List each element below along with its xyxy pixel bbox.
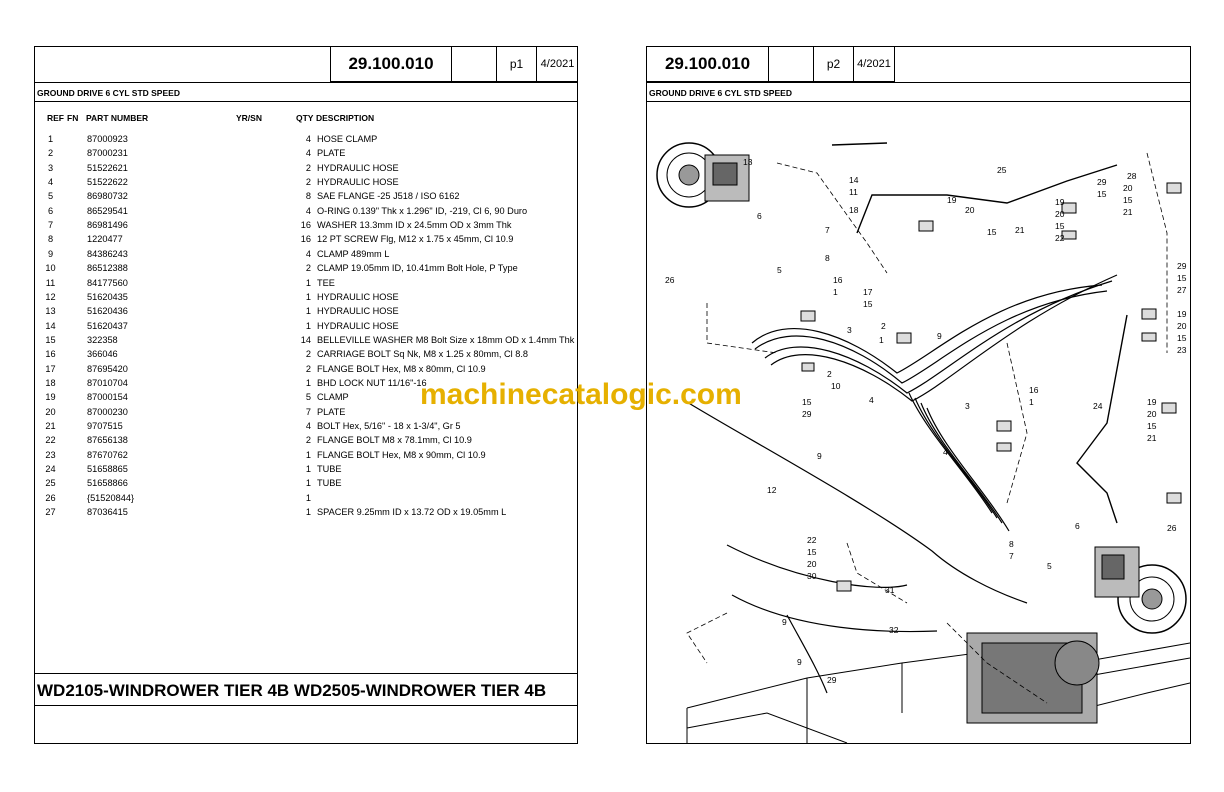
section-title: GROUND DRIVE 6 CYL STD SPEED	[35, 82, 577, 102]
col-header-description: DESCRIPTION	[316, 113, 375, 123]
callout-label: 17	[863, 287, 873, 297]
ref-cell: 24	[45, 464, 56, 475]
ref-cell: 22	[45, 435, 56, 446]
description-cell: BELLEVILLE WASHER M8 Bolt Size x 18mm OD x 1.4mm Thk	[317, 334, 575, 345]
ref-cell: 6	[47, 205, 54, 216]
revision-date: 4/2021	[853, 47, 895, 82]
callout-label: 22	[807, 535, 817, 545]
callout-label: 8	[1009, 539, 1014, 549]
callout-label: 7	[825, 225, 830, 235]
description-cell: HYDRAULIC HOSE	[317, 162, 399, 173]
clamps	[801, 183, 1181, 591]
qty-cell: 14	[300, 334, 311, 345]
callout-label: 21	[1015, 225, 1025, 235]
callout-label: 19	[947, 195, 957, 205]
qty-cell: 1	[305, 306, 311, 317]
callout-label: 20	[1123, 183, 1133, 193]
description-cell: HYDRAULIC HOSE	[317, 291, 399, 302]
revision-date: 4/2021	[536, 47, 578, 82]
description-cell: PLATE	[317, 406, 346, 417]
qty-cell: 1	[305, 464, 311, 475]
callout-label: 27	[1177, 285, 1187, 295]
callout-label: 9	[937, 331, 942, 341]
ref-cell: 1	[47, 134, 54, 144]
tubes	[832, 143, 1127, 523]
ref-cell: 2	[47, 148, 54, 159]
ref-cell: 12	[45, 291, 56, 302]
qty-cell: 16	[300, 234, 311, 245]
qty-cell: 2	[305, 349, 311, 360]
callout-label: 16	[833, 275, 843, 285]
part-number-cell: 51620436	[87, 306, 128, 317]
callout-label: 19	[1177, 309, 1187, 319]
qty-cell: 1	[305, 492, 311, 503]
description-cell: PLATE	[317, 148, 346, 159]
description-cell: SAE FLANGE -25 J518 / ISO 6162	[317, 191, 460, 202]
callout-label: 5	[1047, 561, 1052, 571]
callout-label: 18	[849, 205, 859, 215]
callout-label: 15	[1147, 421, 1157, 431]
qty-cell: 4	[305, 148, 311, 159]
part-number-cell: 366046	[87, 349, 118, 360]
callout-label: 6	[1075, 521, 1080, 531]
callout-label: 21	[1123, 207, 1133, 217]
ref-cell: 19	[45, 392, 56, 403]
ref-cell: 23	[45, 449, 56, 460]
qty-cell: 2	[305, 177, 311, 188]
qty-cell: 2	[305, 162, 311, 173]
col-header-ref: REF	[47, 113, 64, 123]
ref-cell: 25	[45, 478, 56, 489]
callout-label: 25	[997, 165, 1007, 175]
callout-label: 15	[1123, 195, 1133, 205]
ref-cell: 4	[47, 177, 54, 188]
description-cell: HYDRAULIC HOSE	[317, 177, 399, 188]
callout-label: 15	[1097, 189, 1107, 199]
ref-cell: 11	[45, 277, 56, 288]
description-cell: FLANGE BOLT Hex, M8 x 80mm, Cl 10.9	[317, 363, 486, 374]
part-number-cell: 51620437	[87, 320, 128, 331]
part-number-cell: 87695420	[87, 363, 128, 374]
ref-cell: 26	[45, 492, 56, 503]
col-header-part-number: PART NUMBER	[86, 113, 149, 123]
callout-label: 16	[1029, 385, 1039, 395]
qty-cell: 2	[305, 363, 311, 374]
qty-cell: 2	[305, 435, 311, 446]
callout-label: 31	[885, 585, 895, 595]
header-blank-cell	[451, 47, 496, 82]
page-header	[330, 47, 578, 82]
ref-cell: 18	[45, 377, 56, 388]
qty-cell: 4	[305, 421, 311, 431]
callout-label: 2	[827, 369, 832, 379]
part-number-cell: 86981496	[87, 220, 128, 231]
qty-cell: 1	[305, 507, 311, 518]
part-number-cell: 87000230	[87, 406, 128, 417]
ref-cell: 15	[45, 334, 56, 345]
callout-label: 19	[1055, 197, 1065, 207]
ref-cell: 16	[45, 349, 56, 360]
qty-cell: 4	[305, 248, 311, 259]
ref-cell: 8	[47, 234, 54, 245]
callout-label: 6	[757, 211, 762, 221]
callout-label: 20	[965, 205, 975, 215]
part-number-cell: 84386243	[87, 248, 128, 259]
qty-cell: 1	[305, 377, 311, 388]
section-title: GROUND DRIVE 6 CYL STD SPEED	[647, 82, 1190, 102]
part-number-cell: 51522622	[87, 177, 128, 188]
col-header-qty: QTY	[296, 113, 314, 123]
part-number-cell: 86980732	[87, 191, 128, 202]
callout-label: 21	[1147, 433, 1157, 443]
part-number-cell: 1220477	[87, 234, 123, 245]
col-header-yrsn: YR/SN	[236, 113, 262, 123]
page-header	[647, 47, 895, 82]
page-number: p2	[813, 47, 853, 82]
part-number-cell: 51522621	[87, 162, 128, 173]
callout-label: 32	[889, 625, 899, 635]
ref-cell: 13	[45, 306, 56, 317]
callout-label: 15	[987, 227, 997, 237]
callout-label: 20	[807, 559, 817, 569]
qty-cell: 1	[305, 478, 311, 489]
exploded-parts-diagram	[647, 103, 1190, 743]
callout-label: 3	[847, 325, 852, 335]
ref-cell: 7	[47, 220, 54, 231]
description-cell: TEE	[317, 277, 335, 288]
callout-label: 15	[1177, 333, 1187, 343]
qty-cell: 4	[305, 205, 311, 216]
part-number-cell: 87036415	[87, 507, 128, 518]
part-number-cell: 51620435	[87, 291, 128, 302]
watermark-text: machinecatalogic.com	[420, 378, 742, 411]
col-header-fn: FN	[67, 113, 79, 123]
part-number-cell: 84177560	[87, 277, 128, 288]
callout-label: 13	[743, 157, 753, 167]
part-number-cell: 51658865	[87, 464, 128, 475]
callout-label: 15	[1055, 221, 1065, 231]
callout-label: 15	[863, 299, 873, 309]
callout-label: 3	[965, 401, 970, 411]
description-cell: HOSE CLAMP	[317, 134, 378, 144]
catalog-number: 29.100.010	[647, 47, 768, 82]
description-cell: FLANGE BOLT M8 x 78.1mm, Cl 10.9	[317, 435, 472, 446]
part-number-cell: 87000923	[87, 134, 128, 144]
ref-cell: 3	[47, 162, 54, 173]
callout-label: 8	[825, 253, 830, 263]
page-number: p1	[496, 47, 536, 82]
ref-cell: 21	[45, 421, 56, 431]
qty-cell: 1	[305, 449, 311, 460]
callout-label: 26	[1167, 523, 1177, 533]
callout-labels	[665, 157, 1187, 685]
part-number-cell: 86512388	[87, 263, 128, 274]
part-number-cell: 87656138	[87, 435, 128, 446]
catalog-number: 29.100.010	[330, 47, 451, 82]
callout-label: 15	[1177, 273, 1187, 283]
ref-cell: 17	[45, 363, 56, 374]
description-cell: FLANGE BOLT Hex, M8 x 90mm, Cl 10.9	[317, 449, 486, 460]
header-blank-cell	[768, 47, 813, 82]
callout-label: 9	[797, 657, 802, 667]
qty-cell: 2	[305, 263, 311, 274]
callout-label: 28	[1127, 171, 1137, 181]
callout-label: 15	[802, 397, 812, 407]
ref-cell: 5	[47, 191, 54, 202]
callout-label: 12	[767, 485, 777, 495]
callout-label: 20	[1055, 209, 1065, 219]
description-cell: CLAMP 489mm L	[317, 248, 390, 259]
qty-cell: 8	[305, 191, 311, 202]
callout-label: 4	[869, 395, 874, 405]
callout-label: 11	[849, 187, 858, 197]
part-number-cell: 87000154	[87, 392, 128, 403]
drive-motor-right	[1095, 547, 1186, 633]
qty-cell: 16	[300, 220, 311, 231]
callout-label: 29	[802, 409, 812, 419]
description-cell: TUBE	[317, 464, 342, 475]
callout-label: 1	[1029, 397, 1034, 407]
qty-cell: 1	[305, 277, 311, 288]
description-cell: 12 PT SCREW Flg, M12 x 1.75 x 45mm, Cl 10.9	[317, 234, 514, 245]
part-number-cell: 51658866	[87, 478, 128, 489]
model-title: WD2105-WINDROWER TIER 4B WD2505-WINDROWER TIER 4B	[35, 673, 577, 706]
qty-cell: 1	[305, 320, 311, 331]
assembly-lines	[687, 153, 1167, 703]
callout-label: 2	[881, 321, 886, 331]
description-cell: TUBE	[317, 478, 342, 489]
part-number-cell: 87010704	[87, 377, 128, 388]
ref-cell: 10	[45, 263, 56, 274]
callout-label: 5	[777, 265, 782, 275]
description-cell: O-RING 0.139" Thk x 1.296" ID, -219, Cl 6, 90 Duro	[317, 205, 528, 216]
part-number-cell: 87670762	[87, 449, 128, 460]
callout-label: 15	[807, 547, 817, 557]
part-number-cell: 9707515	[87, 421, 123, 431]
description-cell: HYDRAULIC HOSE	[317, 320, 399, 331]
ref-cell: 9	[47, 248, 54, 259]
callout-label: 19	[1147, 397, 1157, 407]
callout-label: 14	[849, 175, 859, 185]
callout-label: 9	[817, 451, 822, 461]
callout-label: 26	[665, 275, 675, 285]
part-number-cell: 87000231	[87, 148, 128, 159]
callout-label: 10	[831, 381, 841, 391]
description-cell: BHD LOCK NUT 11/16"-16	[317, 377, 427, 388]
callout-label: 29	[1177, 261, 1187, 271]
callout-label: 30	[807, 571, 817, 581]
qty-cell: 1	[305, 291, 311, 302]
part-number-cell: {51520844}	[87, 492, 135, 503]
callout-label: 29	[1097, 177, 1107, 187]
description-cell: CLAMP	[317, 392, 349, 403]
ref-cell: 27	[45, 507, 56, 518]
description-cell: CLAMP 19.05mm ID, 10.41mm Bolt Hole, P Type	[317, 263, 518, 274]
qty-cell: 7	[305, 406, 311, 417]
ref-cell: 14	[45, 320, 56, 331]
ref-cell: 20	[45, 406, 56, 417]
part-number-cell: 322358	[87, 334, 118, 345]
qty-cell: 4	[305, 134, 311, 144]
description-cell: WASHER 13.3mm ID x 24.5mm OD x 3mm Thk	[317, 220, 512, 231]
qty-cell: 5	[305, 392, 311, 403]
callout-label: 20	[1147, 409, 1157, 419]
callout-label: 20	[1177, 321, 1187, 331]
callout-label: 7	[1009, 551, 1014, 561]
frame-structure	[687, 633, 1190, 743]
callout-label: 29	[827, 675, 837, 685]
callout-label: 4	[943, 447, 948, 457]
part-number-cell: 86529541	[87, 205, 128, 216]
callout-label: 24	[1093, 401, 1103, 411]
callout-label: 22	[1055, 233, 1065, 243]
description-cell: BOLT Hex, 5/16" - 18 x 1-3/4", Gr 5	[317, 421, 461, 431]
drive-motor-left	[657, 143, 749, 207]
callout-label: 1	[879, 335, 884, 345]
description-cell: CARRIAGE BOLT Sq Nk, M8 x 1.25 x 80mm, Cl 8.8	[317, 349, 529, 360]
description-cell: SPACER 9.25mm ID x 13.72 OD x 19.05mm L	[317, 507, 507, 518]
callout-label: 1	[833, 287, 838, 297]
callout-label: 23	[1177, 345, 1187, 355]
description-cell: HYDRAULIC HOSE	[317, 306, 399, 317]
callout-label: 9	[782, 617, 787, 627]
